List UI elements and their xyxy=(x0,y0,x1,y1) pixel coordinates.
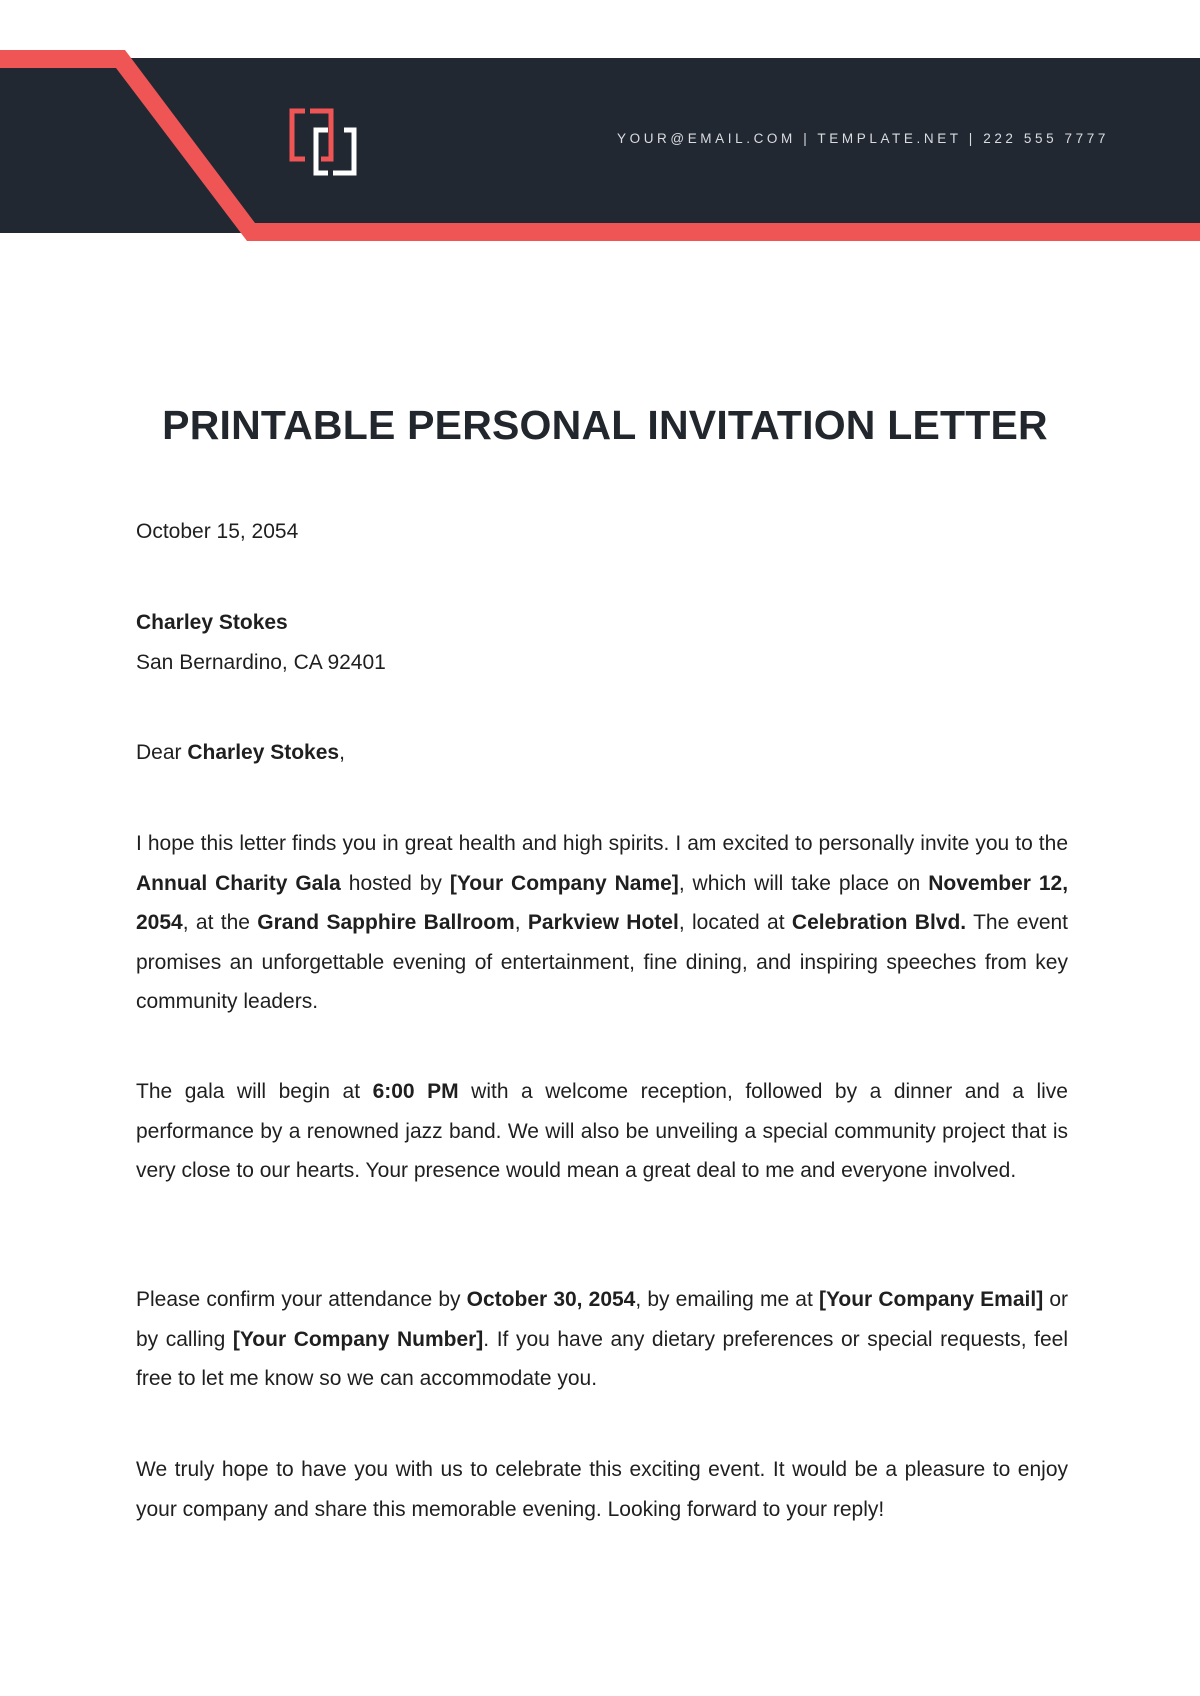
text-segment: , xyxy=(514,911,528,934)
paragraph-1 xyxy=(136,824,1068,1022)
text-segment: I hope this letter finds you in great health and high spirits. I am excited to personally invite you to the xyxy=(136,832,1068,855)
text-segment: or by calling xyxy=(136,1288,1068,1351)
text-segment: We truly hope to have you with us to celebrate this exciting event. It would be a pleasure to enjoy your company and share this memorable evening. Looking forward to your reply! xyxy=(136,1458,1068,1521)
page-title: PRINTABLE PERSONAL INVITATION LETTER xyxy=(162,402,1048,448)
letter-date: October 15, 2054 xyxy=(136,520,299,543)
salutation xyxy=(136,733,1068,773)
recipient-address: San Bernardino, CA 92401 xyxy=(136,650,386,674)
contact-info: YOUR@EMAIL.COM | TEMPLATE.NET | 222 555 7777 xyxy=(617,131,1109,146)
text-segment: Charley Stokes xyxy=(187,741,340,764)
paragraph-4 xyxy=(136,1450,1068,1529)
text-segment: , which will take place on xyxy=(678,871,929,895)
text-segment: Grand Sapphire Ballroom xyxy=(257,911,515,934)
text-segment: with a welcome reception, followed by a dinner and a live performance by a renowned jazz band. We will also be unveiling a special community project that is very close to our hearts. Your presence would mean a great deal to me and everyone involved. xyxy=(136,1080,1068,1182)
text-segment: November 12, 2054 xyxy=(136,871,1069,934)
text-segment: The event promises an unforgettable evening of entertainment, fine dining, and inspiring speeches from key community leaders. xyxy=(136,911,1069,1013)
text-segment: , by emailing me at xyxy=(635,1288,819,1311)
text-segment: 6:00 PM xyxy=(372,1080,459,1103)
text-segment: Celebration Blvd. xyxy=(791,911,967,934)
paragraph-3 xyxy=(136,1280,1068,1399)
recipient-block xyxy=(136,603,1068,682)
text-segment: [Your Company Name] xyxy=(449,871,679,895)
text-segment: Charley Stokes xyxy=(136,611,288,634)
text-segment: The gala will begin at xyxy=(136,1080,373,1103)
text-segment: [Your Company Email] xyxy=(818,1288,1044,1311)
text-segment: Please confirm your attendance by xyxy=(136,1288,467,1311)
text-segment: Annual Charity Gala xyxy=(136,871,341,895)
text-segment: October 30, 2054 xyxy=(466,1288,636,1311)
text-segment: , at the xyxy=(182,911,258,934)
letterhead xyxy=(0,0,1200,260)
recipient-name xyxy=(136,603,1068,643)
text-segment: Parkview Hotel xyxy=(527,911,679,934)
text-segment: , located at xyxy=(678,911,792,934)
text-segment: hosted by xyxy=(340,871,450,895)
text-segment: . If you have any dietary preferences or special requests, feel free to let me know so we can accommodate you. xyxy=(136,1327,1068,1390)
letterhead-banner xyxy=(0,0,1200,260)
text-segment: Dear xyxy=(136,741,188,764)
paragraph-2 xyxy=(136,1072,1068,1191)
text-segment: , xyxy=(339,741,345,764)
text-segment: [Your Company Number] xyxy=(232,1327,484,1351)
